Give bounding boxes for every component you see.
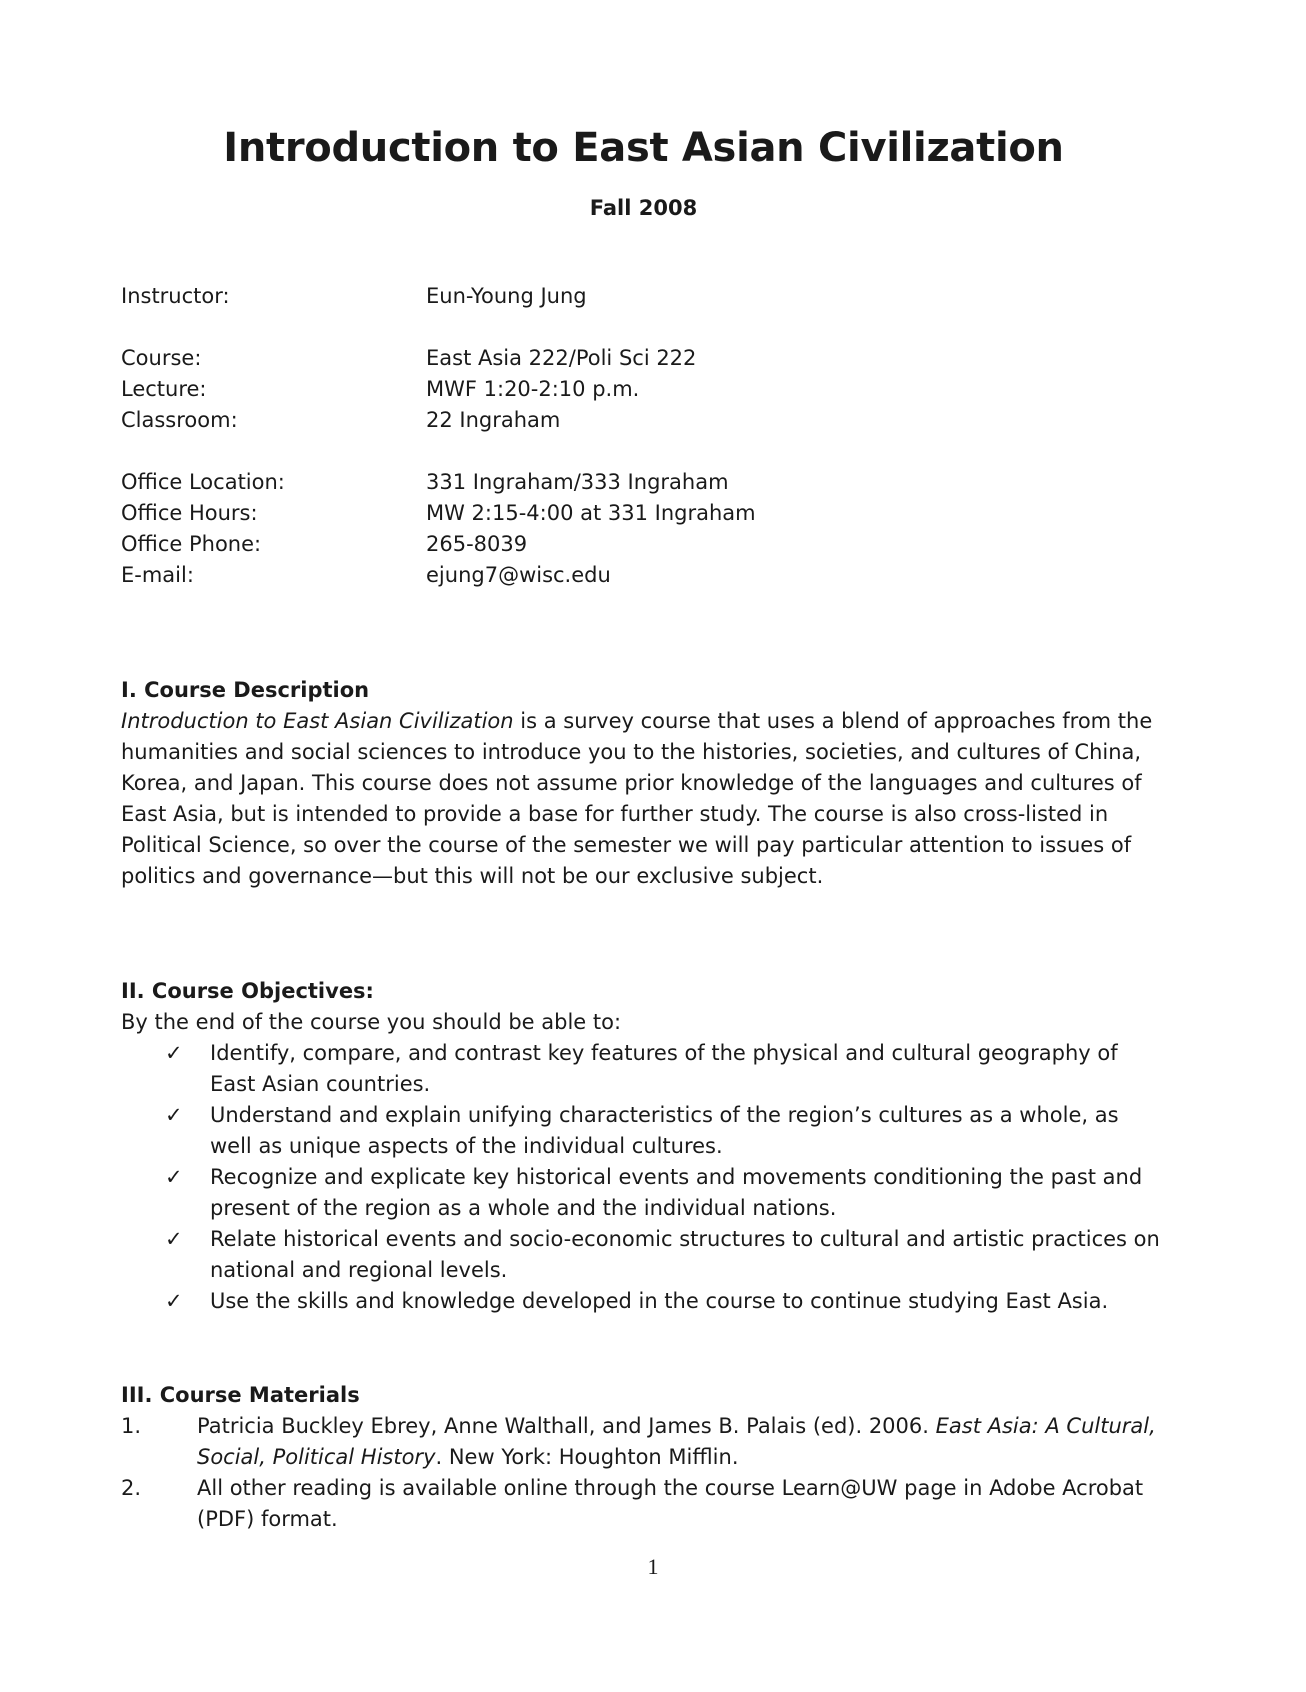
description-body: is a survey course that uses a blend of approaches from the humanities and social sciences to introduce you to the histories, societies, and cultures of China, Korea, and Japan. This course does not assume prior knowledge of the languages and cultures of East Asia, but is intended to provide a base for further study. The course is also cross-listed in Political Science, so over the course of the semester we will pay particular attention to issues of politics and governance—but this will not be our exclusive subject. bbox=[121, 709, 1153, 888]
info-group-office bbox=[121, 467, 1166, 591]
info-row bbox=[121, 281, 1166, 312]
course-objectives-section bbox=[121, 976, 1166, 1317]
objectives-intro: By the end of the course you should be able to: bbox=[121, 1010, 622, 1034]
material-text-plain: All other reading is available online through the course Learn@UW page in Adobe Acrobat (PDF) format. bbox=[197, 1476, 1144, 1531]
objective-text: Understand and explain unifying characteristics of the region’s cultures as a whole, as well as unique aspects of the individual cultures. bbox=[210, 1103, 1119, 1158]
section-heading: I. Course Description bbox=[121, 678, 370, 702]
list-item bbox=[121, 1411, 1166, 1473]
objectives-list bbox=[121, 1038, 1166, 1317]
section-heading: II. Course Objectives: bbox=[121, 979, 374, 1003]
materials-list bbox=[121, 1411, 1166, 1535]
info-label: Instructor: bbox=[121, 284, 230, 308]
info-group-instructor bbox=[121, 281, 1166, 312]
info-row bbox=[121, 498, 1166, 529]
info-value: MWF 1:20-2:10 p.m. bbox=[426, 377, 640, 401]
material-text bbox=[197, 1411, 1166, 1473]
section-heading: III. Course Materials bbox=[121, 1383, 360, 1407]
checkmark-icon: ✓ bbox=[165, 1289, 183, 1313]
objective-text: Recognize and explicate key historical events and movements conditioning the past and present of the region as a whole and the individual nations. bbox=[210, 1165, 1143, 1220]
list-item bbox=[121, 1473, 1166, 1535]
list-number: 2. bbox=[121, 1476, 142, 1500]
info-label: Lecture: bbox=[121, 377, 207, 401]
book-title-italic: East Asia: A Cultural, Social, Political History bbox=[197, 1414, 1156, 1469]
info-row bbox=[121, 343, 1166, 374]
objective-text: Use the skills and knowledge developed in the course to continue studying East Asia. bbox=[210, 1289, 1109, 1313]
checkmark-icon: ✓ bbox=[165, 1103, 183, 1127]
info-value: 331 Ingraham/333 Ingraham bbox=[426, 470, 729, 494]
info-label: Office Phone: bbox=[121, 532, 262, 556]
info-row bbox=[121, 467, 1166, 498]
info-value: East Asia 222/Poli Sci 222 bbox=[426, 346, 697, 370]
list-item bbox=[121, 1100, 1166, 1162]
info-row bbox=[121, 560, 1166, 591]
list-item bbox=[121, 1162, 1166, 1224]
list-item bbox=[121, 1224, 1166, 1286]
info-label: Classroom: bbox=[121, 408, 238, 432]
material-text-plain: . New York: Houghton Mifflin. bbox=[435, 1445, 739, 1469]
objective-text: Relate historical events and socio-economic structures to cultural and artistic practices on national and regional levels. bbox=[210, 1227, 1160, 1282]
info-value: Eun-Young Jung bbox=[426, 284, 587, 308]
info-row bbox=[121, 405, 1166, 436]
list-number: 1. bbox=[121, 1414, 142, 1438]
course-info-table bbox=[121, 281, 1166, 591]
list-item bbox=[121, 1038, 1166, 1100]
info-label: E-mail: bbox=[121, 563, 194, 587]
info-label: Office Hours: bbox=[121, 501, 258, 525]
course-description-text bbox=[121, 706, 1166, 892]
course-description-section bbox=[121, 675, 1166, 892]
course-materials-section bbox=[121, 1380, 1166, 1535]
info-value: MW 2:15-4:00 at 331 Ingraham bbox=[426, 501, 756, 525]
list-item bbox=[121, 1286, 1166, 1317]
info-row bbox=[121, 374, 1166, 405]
page-number: 1 bbox=[647, 1554, 659, 1579]
checkmark-icon: ✓ bbox=[165, 1165, 183, 1189]
term-label: Fall 2008 bbox=[589, 196, 698, 220]
course-title-italic: Introduction to East Asian Civilization bbox=[121, 709, 514, 733]
info-value[interactable]: ejung7@wisc.edu bbox=[426, 563, 611, 587]
document-title: Introduction to East Asian Civilization bbox=[223, 125, 1064, 171]
checkmark-icon: ✓ bbox=[165, 1227, 183, 1251]
material-text-plain: Patricia Buckley Ebrey, Anne Walthall, and James B. Palais (ed). 2006. bbox=[197, 1414, 936, 1438]
info-value: 22 Ingraham bbox=[426, 408, 561, 432]
objective-text: Identify, compare, and contrast key features of the physical and cultural geography of East Asian countries. bbox=[210, 1041, 1118, 1096]
info-group-course bbox=[121, 343, 1166, 436]
checkmark-icon: ✓ bbox=[165, 1041, 183, 1065]
info-label: Office Location: bbox=[121, 470, 285, 494]
info-label: Course: bbox=[121, 346, 202, 370]
info-value: 265-8039 bbox=[426, 532, 528, 556]
material-text bbox=[197, 1473, 1166, 1535]
info-row bbox=[121, 529, 1166, 560]
